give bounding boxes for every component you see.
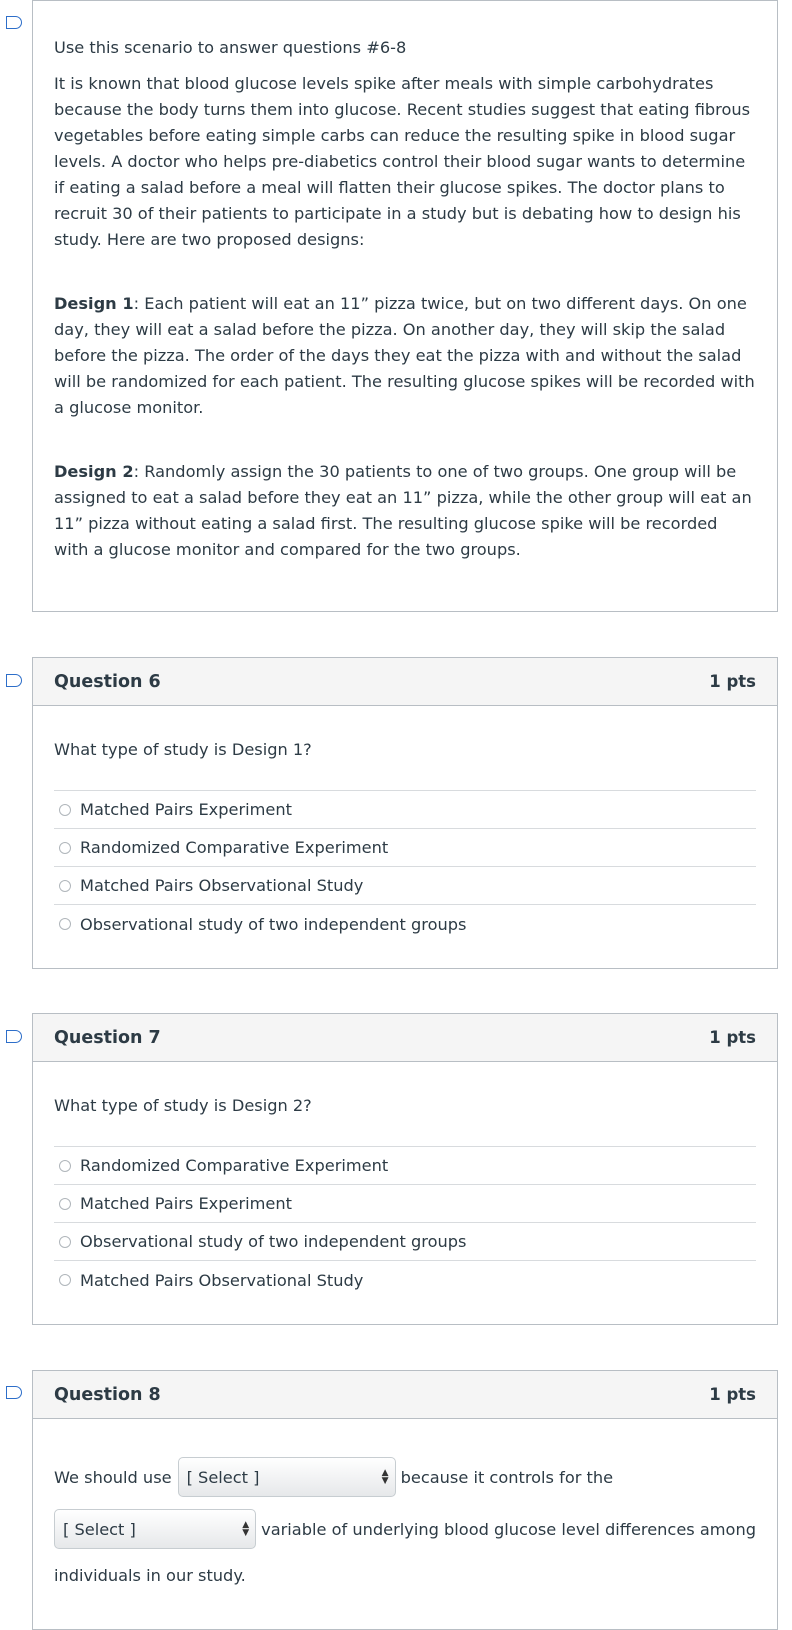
- radio-button[interactable]: [59, 842, 71, 854]
- answer-option[interactable]: [54, 1185, 756, 1223]
- flag-question-icon[interactable]: [6, 16, 22, 29]
- scenario-intro: Use this scenario to answer questions #6-8: [54, 38, 407, 57]
- select-2-value: [ Select ]: [63, 1519, 136, 1539]
- design-1-label: Design 1: [54, 294, 134, 313]
- flag-question-icon[interactable]: [6, 1030, 22, 1043]
- question-8-title: Question 8: [54, 1384, 161, 1405]
- answer-option[interactable]: [54, 1261, 756, 1299]
- design-1-text: : Each patient will eat an 11” pizza twice, but on two different days. On one day, they will eat a salad before the pizza. On another day, they will skip the salad before the pizza. The order of the days they eat the pizza with and without the salad will be randomized for each patient. The resulting glucose spikes will be recorded with a glucose monitor.: [54, 294, 755, 417]
- answer-option[interactable]: [54, 829, 756, 867]
- question-8-points: 1 pts: [709, 1385, 756, 1404]
- question-7-title: Question 7: [54, 1027, 161, 1048]
- radio-button[interactable]: [59, 1236, 71, 1248]
- radio-button[interactable]: [59, 804, 71, 816]
- answer-option[interactable]: [54, 1223, 756, 1261]
- question-6-answers: [54, 790, 756, 943]
- question-6-title: Question 6: [54, 671, 161, 692]
- select-dropdown-1[interactable]: [178, 1457, 396, 1497]
- answer-label: Matched Pairs Observational Study: [80, 876, 364, 895]
- question-7-answers: [54, 1146, 756, 1299]
- design-2-label: Design 2: [54, 462, 134, 481]
- question-8-text-middle: because it controls for the: [400, 1467, 614, 1487]
- answer-option[interactable]: [54, 905, 756, 943]
- radio-button[interactable]: [59, 1198, 71, 1210]
- question-8-line-2: [54, 1503, 756, 1555]
- radio-button[interactable]: [59, 1274, 71, 1286]
- question-8-text-before: We should use: [54, 1467, 172, 1487]
- question-8-text-end: individuals in our study.: [54, 1566, 246, 1585]
- design-2: [54, 459, 756, 563]
- question-8-header: [33, 1371, 777, 1419]
- question-6-header: [33, 658, 777, 706]
- design-2-text: : Randomly assign the 30 patients to one of two groups. One group will be assigned to eat a salad before they eat an 11” pizza, while the other group will eat an 11” pizza without eating a salad first. The resulting glucose spike will be recorded with a glucose monitor and compared for the two groups.: [54, 462, 752, 559]
- answer-label: Observational study of two independent groups: [80, 914, 467, 934]
- question-6-text: What type of study is Design 1?: [54, 740, 312, 759]
- radio-button[interactable]: [59, 918, 71, 930]
- scenario-card: [32, 0, 778, 612]
- question-8-text-after: variable of underlying blood glucose level differences among: [261, 1519, 756, 1539]
- flag-question-icon[interactable]: [6, 1386, 22, 1399]
- question-7-card: [32, 1013, 778, 1325]
- question-8-card: [32, 1370, 778, 1630]
- answer-option[interactable]: [54, 1147, 756, 1185]
- answer-label: Matched Pairs Observational Study: [80, 1270, 364, 1290]
- select-dropdown-2[interactable]: [54, 1509, 256, 1549]
- answer-label: Matched Pairs Experiment: [80, 1194, 292, 1213]
- question-6-card: [32, 657, 778, 969]
- answer-label: Matched Pairs Experiment: [80, 800, 292, 819]
- answer-option[interactable]: [54, 867, 756, 905]
- answer-option[interactable]: [54, 791, 756, 829]
- select-arrows-icon: ▲ ▼: [381, 1468, 389, 1486]
- answer-label: Randomized Comparative Experiment: [80, 1156, 389, 1175]
- answer-label: Randomized Comparative Experiment: [80, 838, 389, 857]
- select-1-value: [ Select ]: [186, 1467, 260, 1487]
- design-1: [54, 291, 756, 421]
- select-arrows-icon: ▲ ▼: [242, 1520, 250, 1538]
- radio-button[interactable]: [59, 880, 71, 892]
- answer-label: Observational study of two independent groups: [80, 1232, 467, 1251]
- question-6-points: 1 pts: [709, 672, 756, 691]
- question-8-line-1: [54, 1451, 756, 1503]
- question-7-header: [33, 1014, 777, 1062]
- scenario-paragraph: It is known that blood glucose levels spike after meals with simple carbohydrates because the body turns them into glucose. Recent studies suggest that eating fibrous vegetables before eating simple carbs can reduce the resulting spike in blood sugar levels. A doctor who helps pre-diabetics control their blood sugar wants to determine if eating a salad before a meal will flatten their glucose spikes. The doctor plans to recruit 30 of their patients to participate in a study but is debating how to design his study. Here are two proposed designs:: [54, 74, 751, 249]
- radio-button[interactable]: [59, 1160, 71, 1172]
- question-7-points: 1 pts: [709, 1028, 756, 1047]
- flag-question-icon[interactable]: [6, 674, 22, 687]
- question-7-text: What type of study is Design 2?: [54, 1096, 312, 1115]
